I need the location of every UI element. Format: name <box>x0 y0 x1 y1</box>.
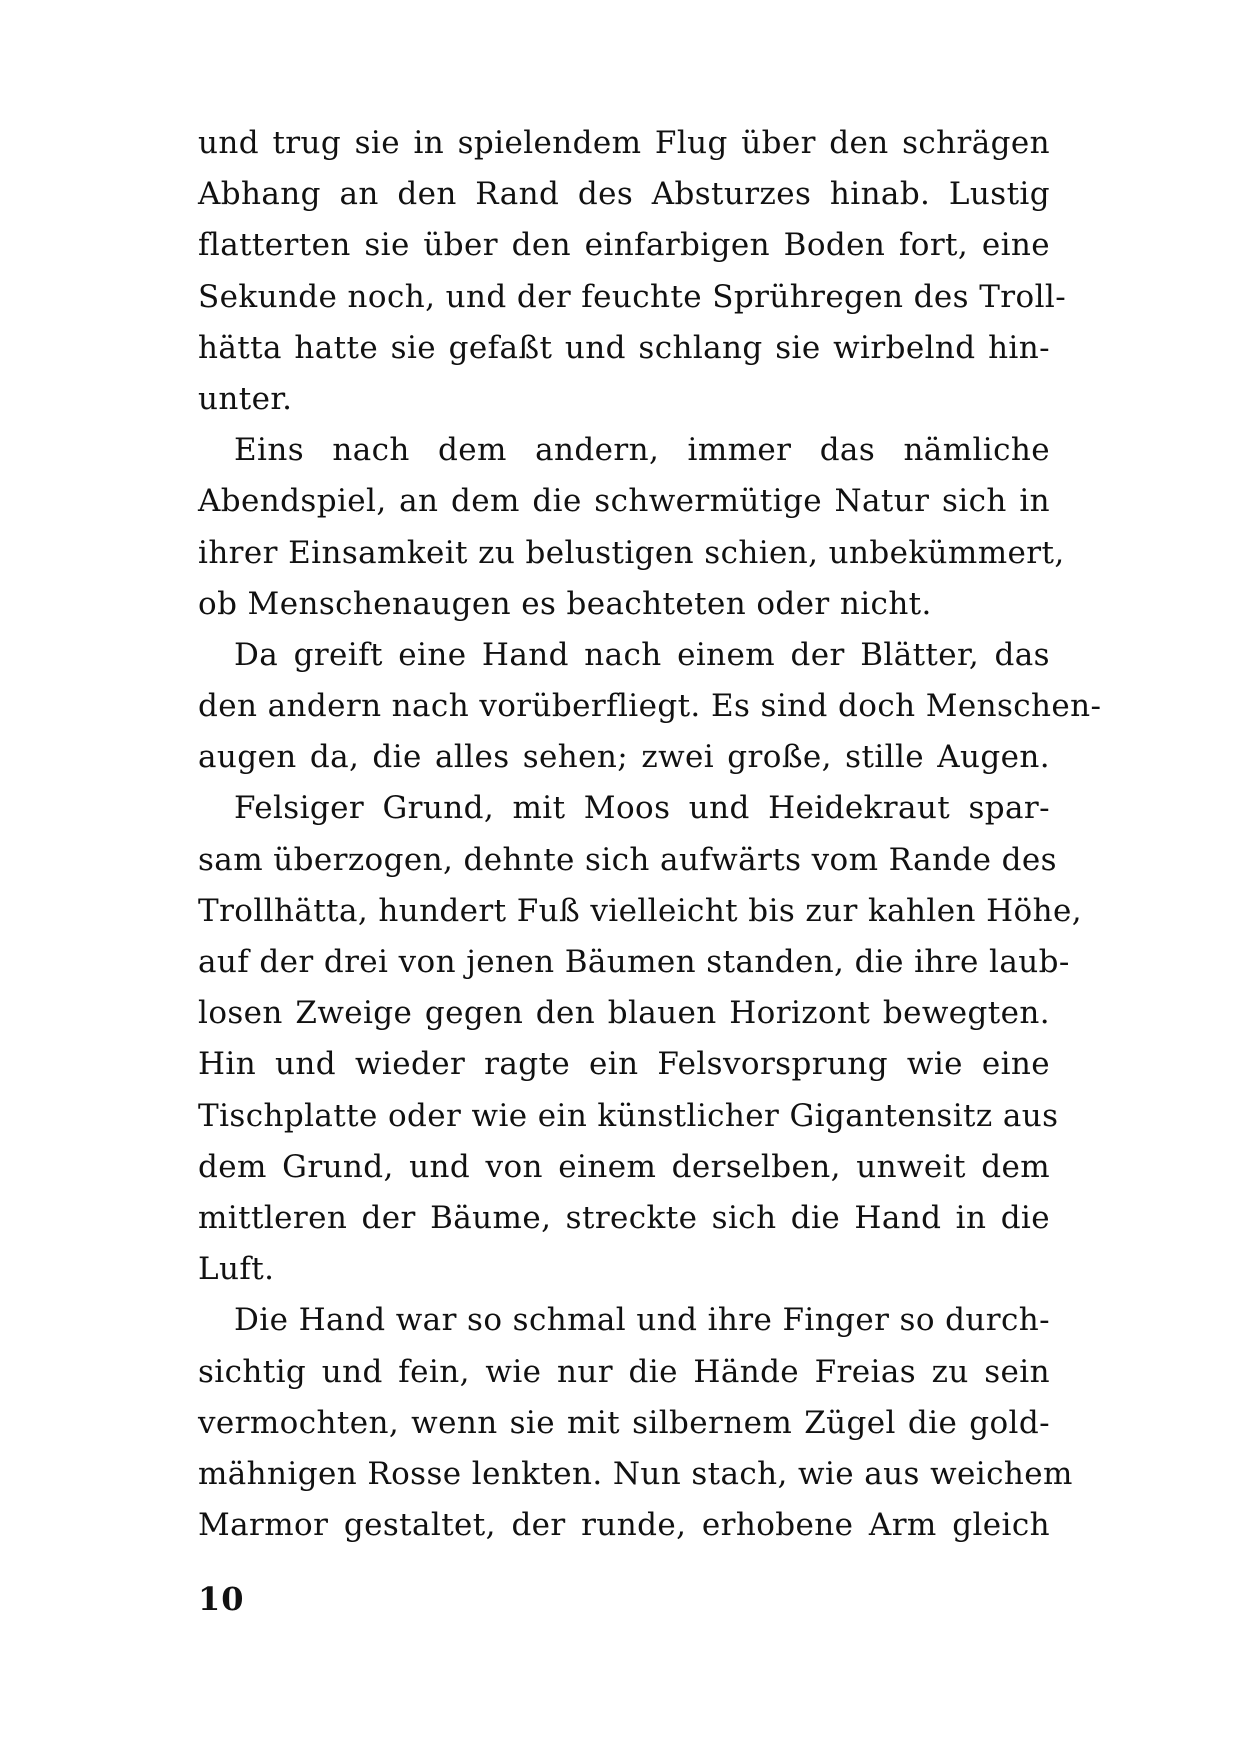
page-number: 10 <box>198 1580 245 1618</box>
text-line: ihrer Einsamkeit zu belustigen schien, unbekümmert, <box>198 534 1065 571</box>
text-line: losen Zweige gegen den blauen Horizont bewegten. <box>198 995 1050 1032</box>
paragraph-3 <box>198 630 1102 784</box>
text-line: unter. <box>198 380 293 417</box>
text-line: mittleren der Bäume, streckte sich die Hand in die <box>198 1199 1050 1236</box>
text-line: Marmor gestaltet, der runde, erhobene Arm gleich <box>198 1507 1050 1544</box>
text-line: den andern nach vorüberfliegt. Es sind doch Menschen- <box>198 688 1102 725</box>
body-text <box>198 118 1102 1551</box>
text-line: Trollhätta, hundert Fuß vielleicht bis zur kahlen Höhe, <box>198 892 1082 929</box>
paragraph-1 <box>198 118 1067 425</box>
text-line: sichtig und fein, wie nur die Hände Freias zu sein <box>198 1353 1050 1390</box>
text-line: dem Grund, und von einem derselben, unweit dem <box>198 1148 1050 1185</box>
text-line: Abhang an den Rand des Absturzes hinab. Lustig <box>198 176 1050 213</box>
text-line: Sekunde noch, und der feuchte Sprühregen des Troll- <box>198 278 1067 315</box>
text-line: Eins nach dem andern, immer das nämliche <box>234 432 1050 469</box>
text-line: augen da, die alles sehen; zwei große, stille Augen. <box>198 739 1050 776</box>
paragraph-5 <box>198 1295 1073 1551</box>
text-line: Da greift eine Hand nach einem der Blätter, das <box>234 636 1050 673</box>
paragraph-2 <box>198 425 1065 630</box>
text-line: Die Hand war so schmal und ihre Finger so durch- <box>234 1302 1050 1339</box>
text-line: Felsiger Grund, mit Moos und Heidekraut spar- <box>234 790 1050 827</box>
text-line: Abendspiel, an dem die schwermütige Natur sich in <box>198 483 1050 520</box>
text-line: auf der drei von jenen Bäumen standen, die ihre laub- <box>198 944 1070 980</box>
text-line: flatterten sie über den einfarbigen Boden fort, eine <box>198 227 1050 264</box>
text-line: sam überzogen, dehnte sich aufwärts vom Rande des <box>198 841 1057 878</box>
text-line: mähnigen Rosse lenkten. Nun stach, wie aus weichem <box>198 1455 1073 1492</box>
paragraph-4 <box>198 783 1082 1295</box>
text-line: hätta hatte sie gefaßt und schlang sie wirbelnd hin- <box>198 329 1050 366</box>
text-line: Tischplatte oder wie ein künstlicher Gigantensitz aus <box>198 1097 1059 1134</box>
text-line: Hin und wieder ragte ein Felsvorsprung wie eine <box>198 1046 1050 1083</box>
text-line: Luft. <box>198 1251 275 1288</box>
text-line: vermochten, wenn sie mit silbernem Zügel die gold- <box>198 1404 1050 1441</box>
text-line: und trug sie in spielendem Flug über den schrägen <box>198 125 1050 161</box>
text-line: ob Menschenaugen es beachteten oder nicht. <box>198 585 932 622</box>
